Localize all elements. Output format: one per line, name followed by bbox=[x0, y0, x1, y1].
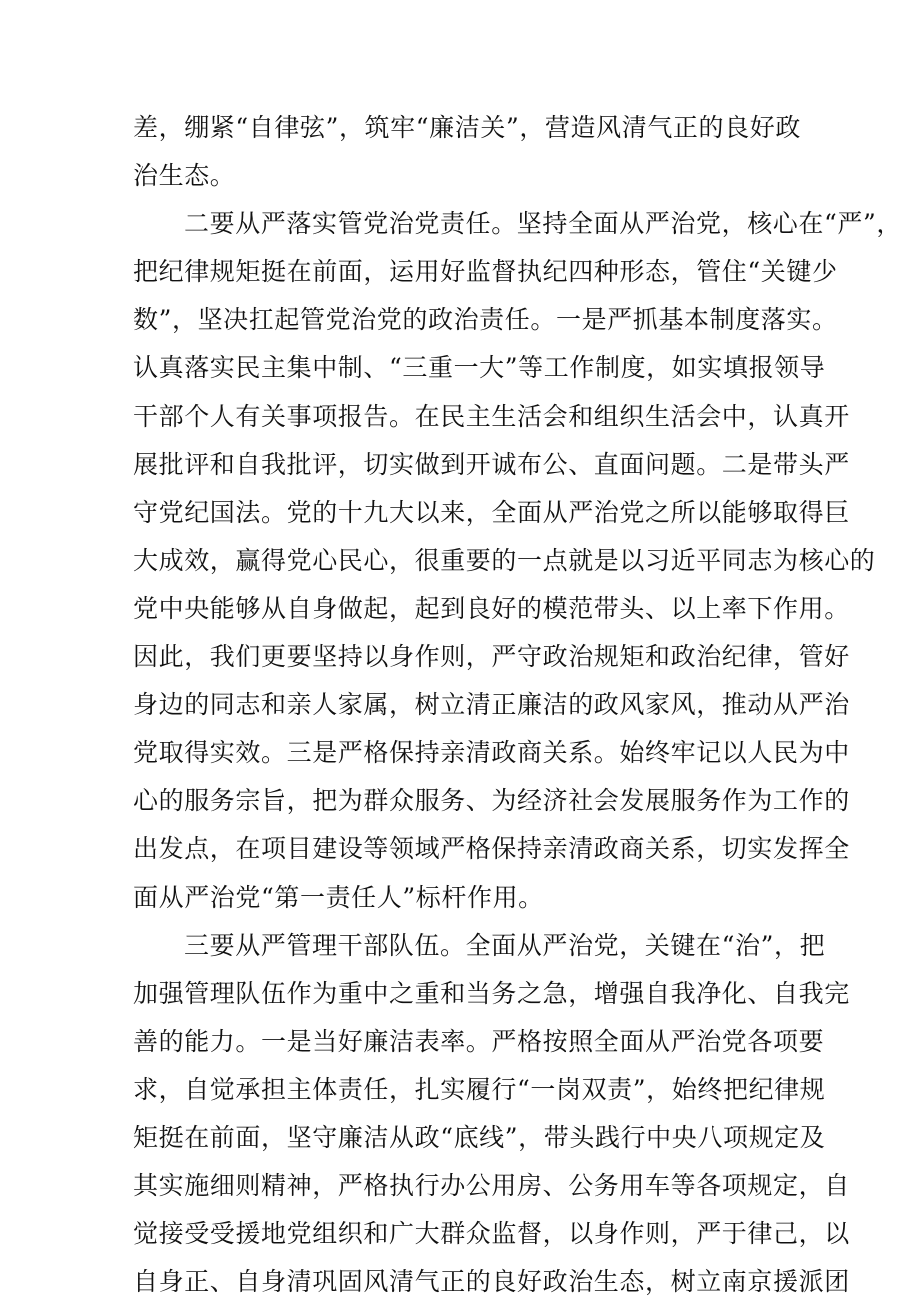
text-line: 党取得实效。三是严格保持亲清政商关系。始终牢记以人民为中 bbox=[133, 738, 850, 768]
text-line: 面从严治党“第一责任人”标杆作用。 bbox=[133, 882, 544, 912]
document-body bbox=[133, 104, 902, 1306]
text-line: 加强管理队伍作为重中之重和当务之急，增强自我净化、自我完 bbox=[133, 978, 850, 1008]
text-line: 出发点，在项目建设等领域严格保持亲清政商关系，切实发挥全 bbox=[133, 834, 850, 864]
text-line: 二要从严落实管党治党责任。坚持全面从严治党，核心在“严”， bbox=[184, 209, 902, 239]
text-line: 觉接受受援地党组织和广大群众监督，以身作则，严于律己，以 bbox=[133, 1219, 850, 1249]
text-line: 认真落实民主集中制、“三重一大”等工作制度，如实填报领导 bbox=[133, 353, 826, 383]
text-line: 求，自觉承担主体责任，扎实履行“一岗双责”，始终把纪律规 bbox=[133, 1074, 826, 1104]
text-line: 把纪律规矩挺在前面，运用好监督执纪四种形态，管住“关键少 bbox=[133, 257, 838, 287]
text-line: 守党纪国法。党的十九大以来，全面从严治党之所以能够取得巨 bbox=[133, 497, 850, 527]
text-line: 其实施细则精神，严格执行办公用房、公务用车等各项规定，自 bbox=[133, 1171, 850, 1201]
text-line: 数”，坚决扛起管党治党的政治责任。一是严抓基本制度落实。 bbox=[133, 305, 838, 335]
text-line: 大成效，赢得党心民心，很重要的一点就是以习近平同志为核心的 bbox=[133, 545, 876, 575]
text-line: 自身正、自身清巩固风清气正的良好政治生态，树立南京援派团 bbox=[133, 1267, 850, 1297]
text-line: 心的服务宗旨，把为群众服务、为经济社会发展服务作为工作的 bbox=[133, 786, 850, 816]
text-line: 党中央能够从自身做起，起到良好的模范带头、以上率下作用。 bbox=[133, 593, 850, 623]
text-line: 展批评和自我批评，切实做到开诚布公、直面问题。二是带头严 bbox=[133, 449, 850, 479]
text-line: 身边的同志和亲人家属，树立清正廉洁的政风家风，推动从严治 bbox=[133, 690, 850, 720]
text-line: 干部个人有关事项报告。在民主生活会和组织生活会中，认真开 bbox=[133, 401, 850, 431]
text-line: 善的能力。一是当好廉洁表率。严格按照全面从严治党各项要 bbox=[133, 1026, 825, 1056]
text-line: 差，绷紧“自律弦”，筑牢“廉洁关”，营造风清气正的良好政 bbox=[133, 113, 801, 142]
text-line: 治生态。 bbox=[133, 161, 236, 191]
text-line: 三要从严管理干部队伍。全面从严治党，关键在“治”，把 bbox=[184, 930, 826, 960]
text-line: 矩挺在前面，坚守廉洁从政“底线”，带头践行中央八项规定及 bbox=[133, 1122, 826, 1152]
text-line: 因此，我们更要坚持以身作则，严守政治规矩和政治纪律，管好 bbox=[133, 642, 850, 672]
